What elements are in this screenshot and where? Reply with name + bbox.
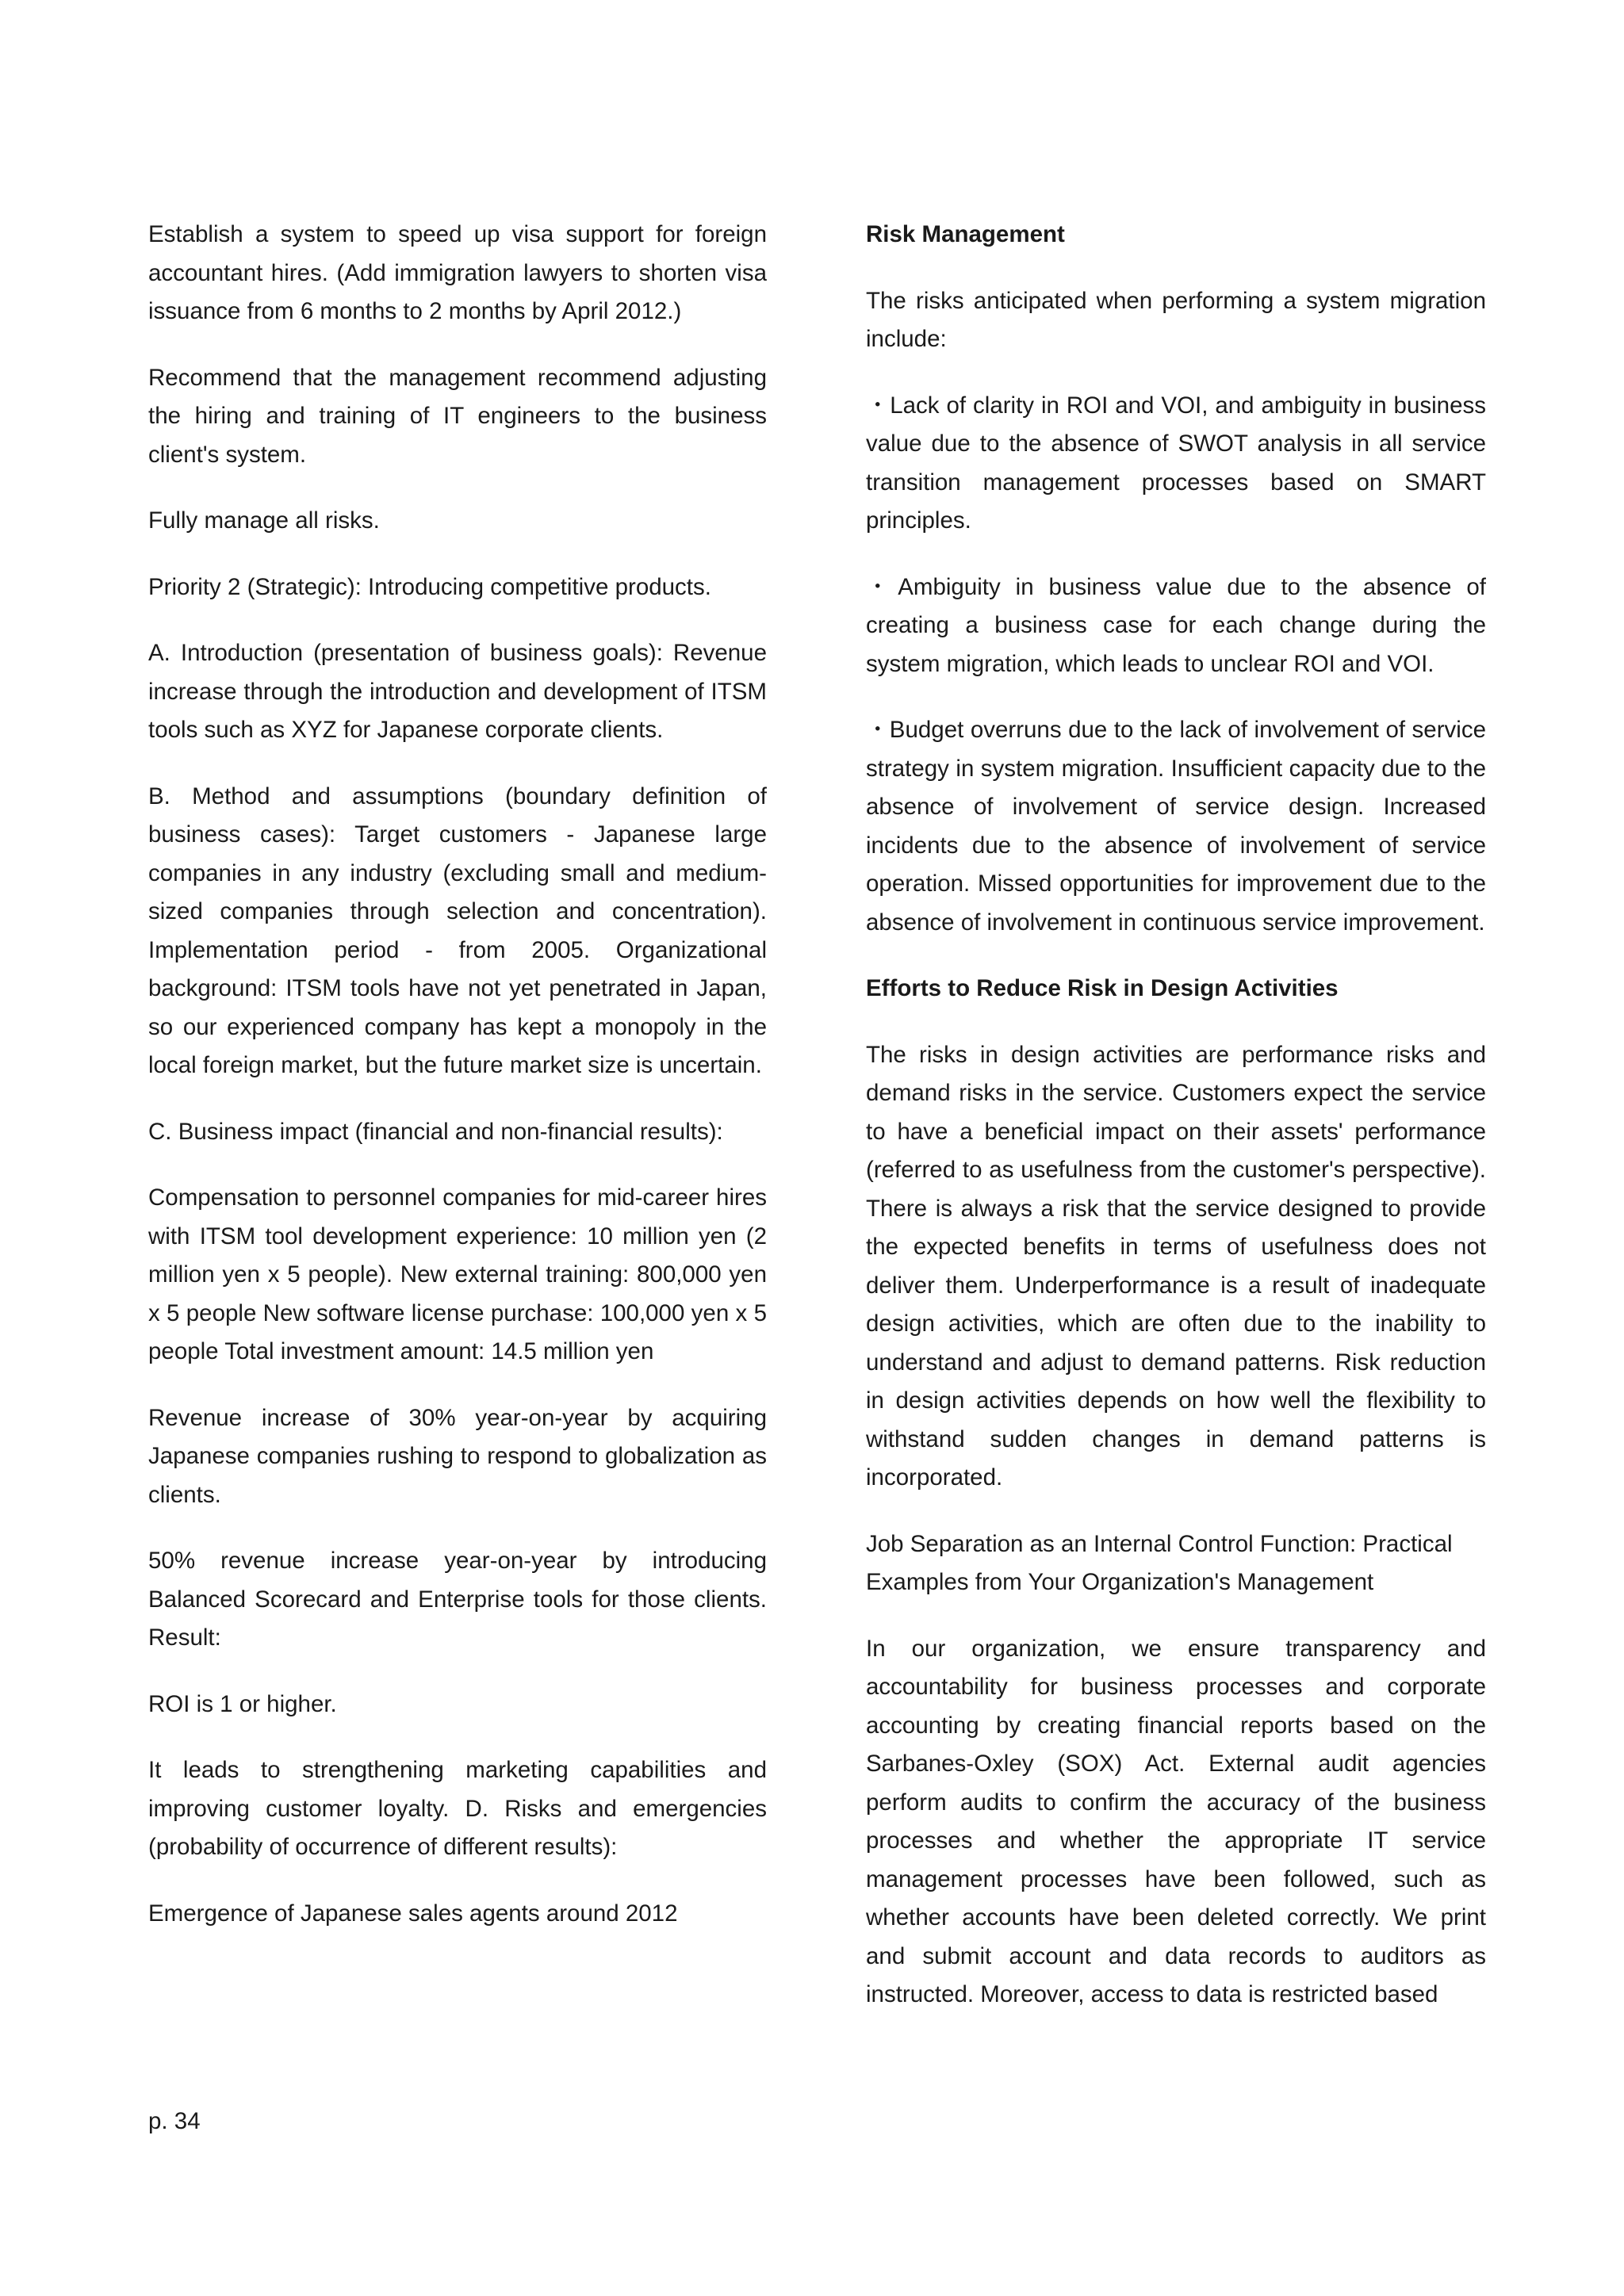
paragraph: Priority 2 (Strategic): Introducing competitive products. <box>148 573 711 600</box>
paragraph: Job Separation as an Internal Control Function: Practical Examples from Your Organization's Management <box>866 1530 1453 1595</box>
bullet-item: ・Ambiguity in business value due to the absence of creating a business case for each change during the system migration, which leads to unclear ROI and VOI. <box>866 573 1486 677</box>
paragraph: ROI is 1 or higher. <box>148 1690 337 1717</box>
section-heading: Efforts to Reduce Risk in Design Activities <box>866 975 1339 1001</box>
paragraph: Fully manage all risks. <box>148 507 380 534</box>
left-column <box>148 216 767 1961</box>
paragraph: Emergence of Japanese sales agents around 2012 <box>148 1900 678 1927</box>
paragraph: 50% revenue increase year-on-year by introducing Balanced Scorecard and Enterprise tools for those clients. Result: <box>148 1548 767 1651</box>
paragraph: The risks anticipated when performing a system migration include: <box>866 287 1486 352</box>
paragraph: Recommend that the management recommend adjusting the hiring and training of IT engineers to the business client's system. <box>148 364 767 468</box>
right-column <box>866 216 1486 2042</box>
paragraph: A. Introduction (presentation of business goals): Revenue increase through the introduction and development of ITSM tools such as XYZ for Japanese corporate clients. <box>148 640 767 743</box>
paragraph: Revenue increase of 30% year-on-year by acquiring Japanese companies rushing to respond to globalization as clients. <box>148 1404 767 1508</box>
paragraph: The risks in design activities are performance risks and demand risks in the service. Customers expect the service to have a beneficial impact on their assets' performance (referred to as usefulness from the customer's perspective). There is always a risk that the service designed to provide the expected benefits in terms of usefulness does not deliver them. Underperformance is a result of inadequate design activities, which are often due to the inability to understand and adjust to demand patterns. Risk reduction in design activities depends on how well the flexibility to withstand sudden changes in demand patterns is incorporated. <box>866 1041 1486 1490</box>
paragraph: B. Method and assumptions (boundary definition of business cases): Target customers - Japanese large companies in any industry (excluding small and medium-sized companies through selection and concentration). Implementation period - from 2005. Organizational background: ITSM tools have not yet penetrated in Japan, so our experienced company has kept a monopoly in the local foreign market, but the future market size is uncertain. <box>148 783 767 1078</box>
paragraph: Establish a system to speed up visa support for foreign accountant hires. (Add immigration lawyers to shorten visa issuance from 6 months to 2 months by April 2012.) <box>148 221 767 324</box>
paragraph: In our organization, we ensure transparency and accountability for business processes and corporate accounting by creating financial reports based on the Sarbanes-Oxley (SOX) Act. External audit agencies perform audits to confirm the accuracy of the business processes and whether the appropriate IT service management processes have been followed, such as whether accounts have been deleted correctly. We print and submit account and data records to auditors as instructed. Moreover, access to data is restricted based <box>866 1635 1486 2007</box>
paragraph: It leads to strengthening marketing capabilities and improving customer loyalty. D. Risks and emergencies (probability of occurrence of different results): <box>148 1757 767 1860</box>
bullet-item: ・Lack of clarity in ROI and VOI, and ambiguity in business value due to the absence of SWOT analysis in all service transition management processes based on SMART principles. <box>866 392 1486 534</box>
section-heading: Risk Management <box>866 221 1065 247</box>
paragraph: C. Business impact (financial and non-financial results): <box>148 1118 723 1145</box>
paragraph: Compensation to personnel companies for mid-career hires with ITSM tool development experience: 10 million yen (2 million yen x 5 people). New external training: 800,000 yen x 5 people New software license purchase: 100,000 yen x 5 people Total investment amount: 14.5 million yen <box>148 1184 767 1364</box>
page-number: p. 34 <box>148 2108 201 2134</box>
bullet-item: ・Budget overruns due to the lack of involvement of service strategy in system migration. Insufficient capacity due to the absence of involvement of service design. Increased incidents due to the absence of involvement of service operation. Missed opportunities for improvement due to the absence of involvement in continuous service improvement. <box>866 717 1486 936</box>
